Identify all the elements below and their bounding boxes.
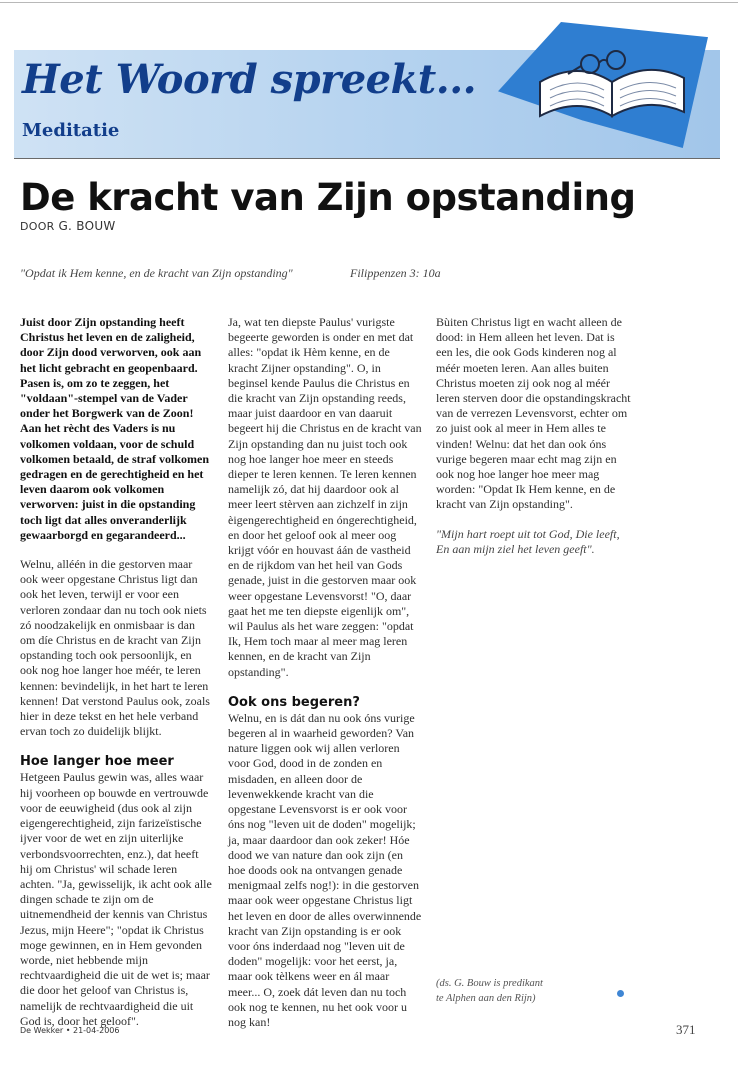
top-rule	[0, 2, 738, 3]
quote-reference: Filippenzen 3: 10a	[350, 266, 441, 280]
header-divider	[14, 158, 720, 159]
body-paragraph: Hetgeen Paulus gewin was, alles waar hij voorheen op bouwde en vertrouwde voor de eeuwigheid (dus ook al zijn eigengerechtigheid, zijn farizeïstische ijver voor de wet en zijn uiterlijke verbondsvoorrechten, enz.), dat heeft hij om Christus' wil schade leren achten. "Ja, gewisselijk, ik acht ook alle dingen schade te zijn om de uitnemendheid der kennis van Christus Jezus, mijn Heere"; "opdat ik Christus moge gewinnen, en in Hem gevonden worde, niet hebbende mijn rechtvaardigheid die uit de wet is; maar die door het geloof van Christus is, namelijk de rechtvaardigheid die uit God is, door het geloof".	[20, 770, 212, 1028]
poem-line: "Mijn hart roept uit tot God, Die leeft,	[436, 526, 620, 541]
poem-line: En aan mijn ziel het leven geeft".	[436, 541, 595, 556]
body-paragraph: Welnu, en is dát dan nu ook óns vurige begeren al in waarheid geworden? Van nature liggen ook wij allen verloren voor God, dood in de zonden en misdaden, en alleen door de levenwekkende kracht van die opgestane Levensvorst is er ook voor óns nog "leven uit de doden" mogelijk; ja, maar daardoor dan ook zeker! Hóe dood we van nature dan ook zijn (en hoe doods ook na ontvangen genade menigmaal zelfs nog!): in die gestorven maar ook weer opgestane Christus ligt het leven en door de alles overwinnende kracht van Zijn opstanding is er ook voor óns inderdaad nog "leven uit de doden" mogelijk: voor het eerst, ja, maar ook tèlkens weer en ál maar meer... O, zoek dát leven dan nu toch ook nog te kennen, nu het ook voor u nog kan!	[228, 710, 422, 1029]
lead-paragraph: Juist door Zijn opstanding heeft Christus het leven en de zaligheid, door Zijn dood verworven, ook aan het licht gebracht en geopenbaard. Pasen is, om zo te zeggen, het "voldaan"-stempel van de Vader onder het Borgwerk van de Zoon! Aan het rècht des Vaders is nu volkomen voldaan, voor de schuld volkomen betaald, de straf volkomen gedragen en de gerechtigheid en het leven daarom ook volkomen verworven: juist in die opstanding toch ligt dat alles onveranderlijk gewaarborgd en gegarandeerd...	[20, 315, 209, 542]
column-1	[20, 315, 212, 1029]
author-note-line: te Alphen aan den Rijn)	[436, 993, 536, 1004]
open-book-with-glasses-icon	[520, 30, 700, 130]
article-title: De kracht van Zijn opstanding	[20, 176, 636, 219]
author-name: G. BOUW	[58, 219, 116, 233]
footer-source: De Wekker • 21-04-2006	[20, 1026, 120, 1035]
scripture-quote	[20, 266, 480, 281]
body-paragraph: Bùiten Christus ligt en wacht alleen de dood: in Hem alleen het leven. Dat is een les, die ook Gods kinderen nog al méér moeten leren. Aan alles buiten Christus moeten zij ook nog al méér leren sterven door die opstandingskracht van de verrezen Levensvorst, echter om zo juist ook al meer in Hem alles te vinden! Welnu: dat het dan ook óns vurige begeren maar echt mag zijn en ook nog hoe langer hoe meer mag worden: "Opdat Ik Hem kenne, en de kracht van Zijn opstanding".	[436, 315, 631, 512]
byline-prefix: DOOR	[20, 220, 55, 233]
body-paragraph: Welnu, alléén in die gestorven maar ook weer opgestane Christus ligt dan ook het leven, terwijl er voor een verloren zondaar dan nu toch ook niets zó noodzakelijk en onmisbaar is dan om díe Christus en de kracht van Zijn opstanding toch ook persoonlijk, en ook nog hoe langer hoe méér, te leren kennen: bevindelijk, in het hart te leren kennen! Dat verstond Paulus ook, zoals hier in deze tekst en het hele verband ervan toch zo duidelijk blijkt.	[20, 557, 210, 739]
end-mark-dot	[617, 990, 624, 997]
series-title: Het Woord spreekt...	[22, 56, 477, 103]
author-note	[436, 976, 636, 1006]
section-label: Meditatie	[22, 120, 120, 141]
subheading: Hoe langer hoe meer	[20, 754, 174, 770]
page-number: 371	[676, 1022, 696, 1037]
quote-text: "Opdat ik Hem kenne, en de kracht van Zijn opstanding"	[20, 266, 293, 280]
author-note-line: (ds. G. Bouw is predikant	[436, 978, 543, 989]
byline	[20, 219, 116, 233]
subheading: Ook ons begeren?	[228, 694, 360, 710]
column-2	[228, 315, 422, 1030]
poem-quote	[436, 527, 632, 557]
column-3	[436, 315, 632, 571]
body-paragraph: Ja, wat ten diepste Paulus' vurigste begeerte geworden is onder en met dat alles: "opdat ik Hèm kenne, en de kracht Zijner opstanding". O, in beginsel kende Paulus die Christus en die kracht van Zijn opstanding reeds, maar juist daardoor en van daaruit begeert hij die Christus en de kracht van Zijn opstanding dan nu juist toch ook nog hoe langer hoe meer en steeds dieper te leren kennen. Te leren kennen namelijk zó, dat hij daardoor ook al meer leert stèrven aan zichzelf in zijn èigengerechtigheid en óngerechtigheid, en door het geloof ook al meer oog krijgt vóór en houvast áán de vastheid en de rijkdom van het heil van Gods genade, juist in die gestorven maar ook weer opgestane Levensvorst! "O, daar gaat het me ten diepste eigenlijk om", wil Paulus als het ware zeggen: "opdat Ik, Hem toch maar al meer mag leren kennen, en de kracht van Zijn opstanding".	[228, 315, 422, 679]
